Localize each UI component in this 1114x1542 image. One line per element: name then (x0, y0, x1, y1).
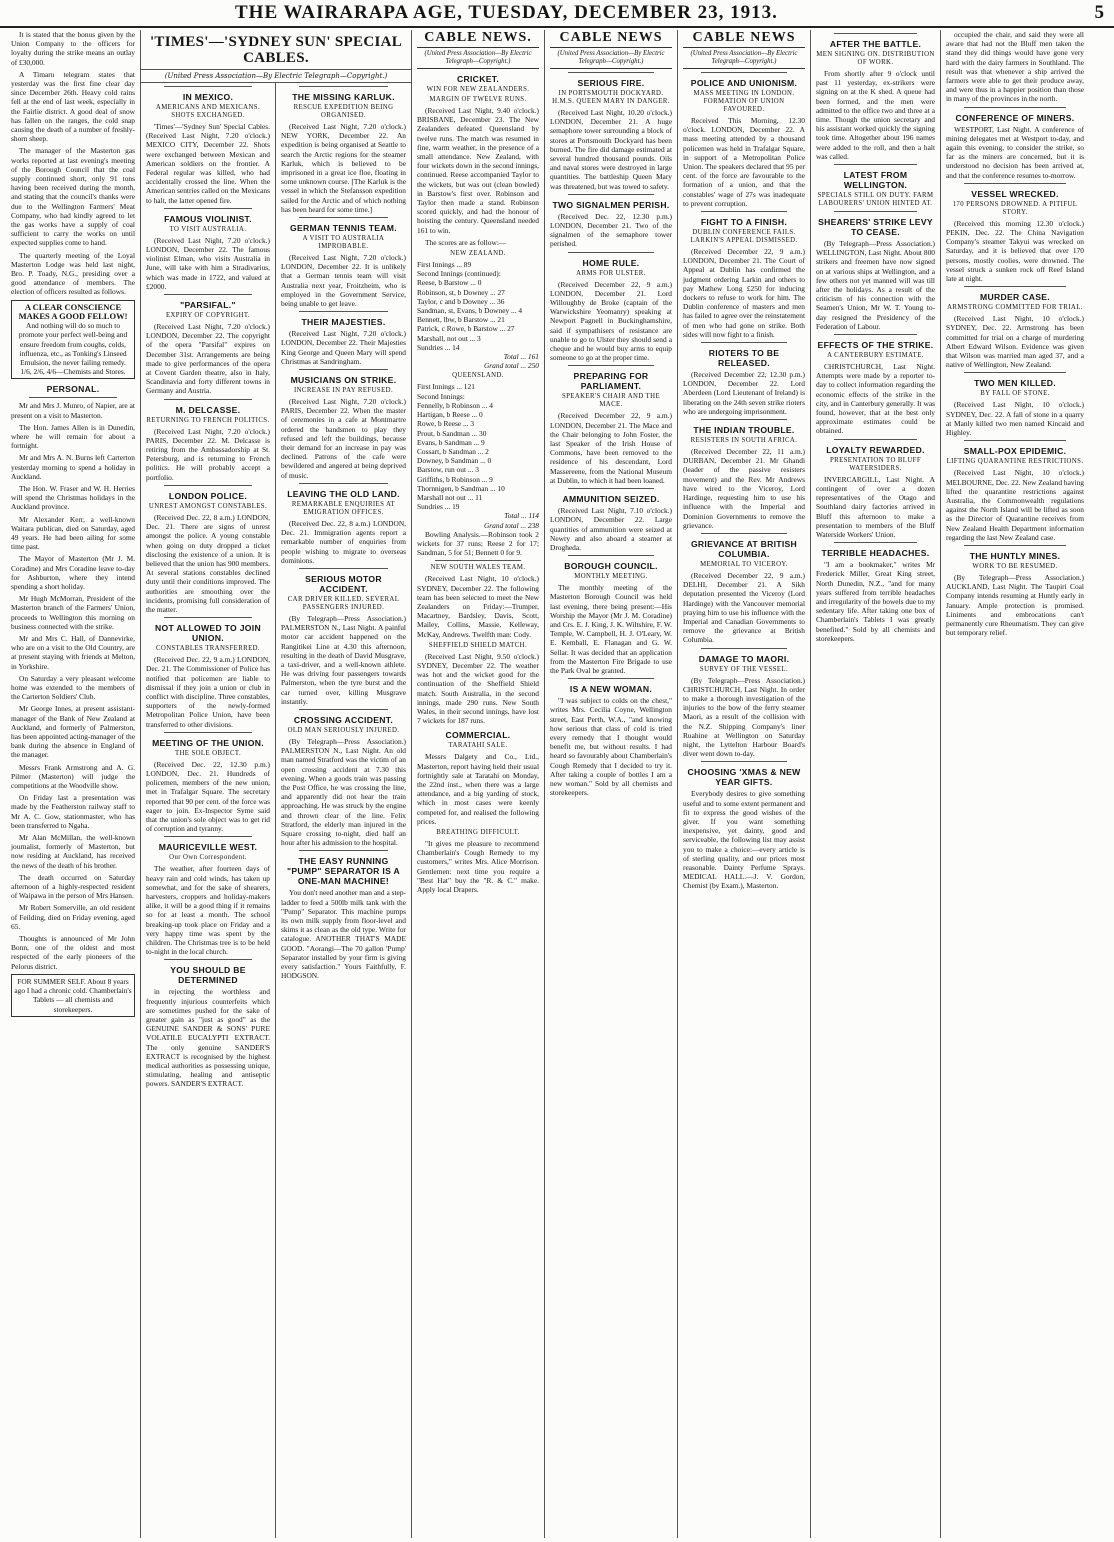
article-subheading: EXPIRY OF COPYRIGHT. (165, 312, 251, 320)
score-row: Fennelly, b Robinson ... 4 (417, 400, 493, 410)
article-heading: MUSICIANS ON STRIKE. (290, 375, 397, 386)
article-heading: THE INDIAN TROUBLE. (693, 425, 795, 436)
score-row: Patrick, c Rowe, b Barstow ... 27 (417, 324, 515, 334)
article-body: (By Telegraph—Press Association.) PALMERSTON N., Last Night. A painful motor car accident happened on the Rangitikei Line at 4.30 this afternoon, resulting in the death of David Musgrave, a taxi-driver, and a well-known athlete. He was driving four passengers towards Palmerston, when the tyre burst and the car turned over, killing Musgrave instantly. (281, 613, 406, 706)
article-body: (By Telegraph—Press Association.) AUCKLAND, Last Night. The Taupiri Coal Company intends resuming at Huntly early in January. Ample protection is promised. Liniments and embrocations can't permanently cure Rheumatism. They can give but temporary relief. (946, 572, 1084, 638)
article-body: (Received December 22, 9 a.m.) DELHI, December 21. A Sikh deputation presented the Viceroy (Lord Hardinge) with the Vancouver memorial praying him to use his influence with the Imperial and Canadian Governments to remove the grievance at British Columbia. (683, 570, 805, 645)
article-heading: THE MISSING KARLUK. (292, 92, 395, 102)
score-row: Downey, b Sandman ... 0 (417, 456, 492, 466)
divider (701, 761, 787, 762)
personal-item: Mr and Mrs C. Hall, of Dannevirke, who are on a visit to the Old Country, are at present staying with friends at Melton, in Yorkshire. (11, 633, 135, 671)
score-table (417, 260, 539, 352)
page-number: 5 (1094, 2, 1104, 23)
article-body: (Received Dec. 22, 8 a.m.) LONDON, Dec. 21. There are signs of unrest amongst the police. A young constable when going on duty dropped a ticket disclosing the existence of a union. It is believed that the union has 900 members. At several stations constables declined duty until their conditions improved. The authorities are smoothing over the incidents, promising full consideration of the matter. (146, 512, 270, 614)
article-heading: POLICE AND UNIONISM. (690, 78, 798, 88)
article-heading: AFTER THE BATTLE. (829, 39, 922, 49)
column-2 (141, 83, 276, 1538)
news-paragraph: The quarterly meeting of the Loyal Masterton Lodge was held last night, Bro. P. Toady, N.G., presiding over a good attendance of members. The election of officers resulted as follows. (11, 250, 135, 297)
personal-item: The death occurred on Saturday afternoon of a highly-respected resident of Waipawa in the person of Mrs Hansen. (11, 872, 135, 901)
article-heading: GERMAN TENNIS TEAM. (290, 223, 397, 234)
divider (164, 294, 252, 295)
article-subheading: RESCUE EXPEDITION BEING ORGANISED. (293, 104, 394, 119)
article-body: (Received Last Night, 7.20 o'clock.) PARIS, December 22. When the master of ceremonies in a cafe at Montmartre ordered the bandsmen to play they refused and left the buildings, because their demand for an increase in pay was declined. Patrons of the cafe were bewildered and angered at being deprived of music. (281, 397, 406, 480)
divider (164, 86, 252, 87)
article-heading: SERIOUS MOTOR ACCIDENT. (305, 573, 382, 594)
news-paragraph: (Received Last Night, 9.50 o'clock.) SYDNEY, December 22. The weather was hot and the wicket good for the continuation of the Sheffield Shield match. South Australia, in the second innings, made 290 runs. New South Wales, in their second innings, have lost 7 wickets for 187 runs. (417, 651, 539, 726)
article-heading: LATEST FROM WELLINGTON. (843, 170, 908, 191)
article-subheading: THE SOLE OBJECT. (174, 749, 242, 757)
news-paragraph: A Timaru telegram states that yesterday was the first fine clear day since December 26th. Heavy cold rains fell at the end of last week, especially in the Fairlie district. A good deal of snow has fallen on the ranges, the cold snap causing the death of a number of freshly-shorn sheep. (11, 69, 135, 144)
score-row: Sandman, st, Evans, b Downey ... 4 (417, 306, 523, 316)
article-heading: FAMOUS VIOLINIST. (164, 213, 252, 224)
times-special-cables (141, 30, 412, 1538)
personal-item: On Friday last a presentation was made by the Featherston railway staff to Mr A. C. Gow, stationmaster, who has been transferred to Ngaha. (11, 793, 135, 830)
score-row: First Innings ... 89 (417, 260, 472, 270)
cable-news-banner: CABLE NEWS. (417, 30, 539, 48)
personal-item: Mr and Mrs J. Munro, of Napier, are at present on a visit to Masterton. (11, 401, 135, 420)
article-heading: PREPARING FOR PARLIAMENT. (573, 371, 649, 392)
personal-item: Messrs Frank Armstrong and A. G. Pilmer (Masterton) will judge the competitions at the Woodville show. (11, 762, 135, 791)
article-subheading: PRESENTATION TO BLUFF WATERSIDERS. (829, 456, 922, 472)
article-heading: DAMAGE TO MAORI. (698, 653, 790, 664)
score-row: Griffiths, b Robinson ... 9 (417, 474, 493, 484)
article-heading: LOYALTY REWARDED. (826, 444, 925, 455)
article-subheading: SPEAKER'S CHAIR AND THE MACE. (561, 393, 661, 409)
article-body: (Received Last Night, 10.20 o'clock.) LONDON, December 21. A huge semaphore tower surrounding a block of stores at Portsmouth Dockyard has been burned. The fire did damage estimated at several hundred thousand pounds. Oils and naval stores were destroyed in large quantities. The battleship Queen Mary was threatened, but was towed to safety. (550, 108, 672, 191)
score-row: Evans, b Sandman ... 9 (417, 437, 485, 447)
article-heading: CHOOSING 'XMAS & NEW YEAR GIFTS. (687, 767, 801, 788)
article-subheading: WORK TO BE RESUMED. (972, 562, 1058, 570)
cable-news-banner: CABLE NEWS (550, 30, 672, 48)
score-row: Sundries ... 19 (417, 502, 460, 512)
article-heading: FIGHT TO A FINISH. (700, 217, 788, 228)
divider (164, 617, 252, 618)
article-body: (Received Last Night, 7.20 o'clock.) LONDON, December 22. The famous violinist Elman, who visits Australia in June, will take with him a Stradivarius, which was made in 1722, and valued at £2000. (146, 235, 270, 291)
divider (568, 72, 654, 73)
advert-title: A CLEAR CONSCIENCE MAKES A GOOD FELLOW! (18, 301, 128, 321)
divider (164, 732, 252, 733)
cable-news-subtitle: (United Press Association—By Electric Telegraph—Copyright.) (683, 50, 805, 69)
article-body: (Received December 22, 12.30 p.m.) LONDON, December 22. Lord Aberdeen (Lord Lieutenant of Ireland) is liberating on the 24th seven strike rioters who are undergoing imprisonment. (683, 370, 805, 416)
section-heading-personal: PERSONAL. (46, 384, 100, 395)
article-heading: CONFERENCE OF MINERS. (955, 112, 1075, 123)
team-heading: QUEENSLAND. (452, 372, 504, 380)
article-subheading: IN PORTSMOUTH DOCKYARD. H.M.S. QUEEN MARY IN DANGER. (552, 90, 670, 105)
article-body: CHRISTCHURCH, Last Night. Attempts were made by a reporter to-day to collect information regarding the economic effects of the strike in the city, and in Canterbury generally. It was found, however, that at the best only approximate estimates could be obtained. (816, 362, 935, 436)
divider (299, 483, 388, 484)
score-row: Barstow, run out ... 3 (417, 465, 479, 475)
divider (964, 286, 1066, 287)
article-body: (Received Last Night, 10 o'clock.) MELBOURNE, Dec. 22. New Zealand having lifted the quarantine restrictions against Australia, the Commonwealth regulations against the North Island will be lifted as soon as the Director of Quarantine receives from New Zealand Health Department information regarding the last New Zealand case. (946, 468, 1084, 542)
section-heading-cricket: CRICKET. (456, 74, 500, 84)
subheading: NEW SOUTH WALES TEAM. (430, 564, 526, 572)
times-banner: 'TIMES'—'SYDNEY SUN' SPECIAL CABLES. (141, 30, 411, 70)
team-heading: NEW ZEALAND. (450, 250, 506, 258)
column-6 (678, 30, 811, 1538)
article-body: (Received Last Night, 10 o'clock.) SYDNEY, Dec. 22. A fall of stone in a quarry at Manly killed two men named Kincaid and Highley. (946, 400, 1084, 438)
personal-item: Mr Robert Somerville, an old resident of Feilding, died on Friday evening, aged 65. (11, 903, 135, 931)
article-body: (Received Last Night, 7.10 o'clock.) LONDON, December 22. Large quantities of ammunition were seized at Newry and also aboard a steamer at Drogheda. (550, 506, 672, 552)
article-subheading: Our Own Correspondent. (169, 854, 247, 862)
article-subheading: TO VISIT AUSTRALIA. (169, 225, 247, 233)
advertisement (11, 300, 135, 380)
article-subheading: MONTHLY MEETING. (574, 573, 648, 581)
score-row: Marshall not out ... 11 (417, 492, 483, 502)
column-3 (276, 83, 411, 1538)
divider (964, 183, 1066, 184)
article-body: (Received Dec. 22, 12.30 p.m.) LONDON, December 21. Two of the signalmen of the semaphore tower perished. (550, 211, 672, 249)
divider (299, 86, 388, 87)
divider (834, 334, 917, 335)
article-heading: MAURICEVILLE WEST. (158, 842, 258, 853)
column-7 (811, 30, 941, 1538)
article-body: (By Telegraph—Press Association.) CHRISTCHURCH, Last Night. In order to make a thorough investigation of the injuries to the bow of the ferry steamer Maori, as a result of the collision with the N.Z. Shipping Company's liner Ruahine at Wellington on Saturday night, the Lyttelton Harbour Board's diver went down to-day. (683, 675, 805, 759)
article-heading: SMALL-POX EPIDEMIC. (963, 446, 1067, 457)
score-grand-total: Grand total ... 238 (483, 520, 539, 530)
divider (964, 372, 1066, 373)
divider (164, 399, 252, 400)
cable-news-banner: CABLE NEWS (683, 30, 805, 48)
divider (568, 194, 654, 195)
score-row: Second Innings: (417, 391, 465, 401)
article-body: (Received Last Night, 10 o'clock.) SYDNEY, Dec. 22. Armstrong has been committed for trial on a charge of murdering Albert Edward Wilson. Evidence was given that Wilson was married man aged 37, and a native of Wellington, New Zealand. (946, 314, 1084, 370)
divider (701, 211, 787, 212)
divider (568, 252, 654, 253)
personal-item: The Mayor of Masterton (Mr J. M. Coradine) and Mrs Coradine leave to-day for Ashburton, where they intend spending a short holiday. (11, 554, 135, 591)
score-grand-total: Grand total ... 250 (483, 361, 539, 371)
score-row: Hartigan, b Reese ... 0 (417, 410, 483, 420)
divider (834, 439, 917, 440)
divider (701, 533, 787, 534)
divider (834, 164, 917, 165)
article-body: The weather, after fourteen days of heavy rain and cold winds, has taken up somewhat, and for the sake of shearers, harvesters, croppers and holiday-makers alike, it will be a good thing if it remains so for at least a month. The school breaking-up took place on Friday and a very happy time was spent by the children. The Christmas tree is to be held to-night in the local church. (146, 864, 270, 957)
column-1 (6, 30, 141, 1538)
personal-item: On Saturday a very pleasant welcome home was extended to the members of the Carterton Soldiers' Club. (11, 673, 135, 702)
article-body: (Received December 22, 9 a.m.) LONDON, December 21. Lord Willoughby de Broke (captain of the Warwickshire Yeomanry) speaking at Newport Pagnell in Buckinghamshire, said if sympathisers of resistance are unable to go to Ulster they should send a cheque and he would buy arms to equip someone to go at the proper time. (550, 279, 672, 363)
article-heading: TWO SIGNALMEN PERISH. (552, 199, 670, 210)
article-subheading: UNREST AMONGST CONSTABLES. (148, 502, 268, 510)
divider (299, 217, 388, 218)
columns (6, 30, 1108, 1538)
article-body: (Received Last Night, 7.20 o'clock.) PARIS, December 22. M. Delcasse is retiring from the Ambassadorship at St. Petersburg, and is returning to French politics. He will probably accept a portfolio. (146, 426, 270, 482)
article-subheading: MEMORIAL TO VICEROY. (700, 560, 788, 568)
article-subheading: A VISIT TO AUSTRALIA IMPROBABLE. (302, 235, 385, 251)
news-paragraph: Bowling Analysis.—Robinson took 2 wickets for 37 runs; Reese 2 for 17; Sandman, 5 for 51; Bennett 0 for 9. (417, 529, 539, 558)
article-heading: M. DELCASSE. (175, 404, 241, 415)
article-heading: TWO MEN KILLED. (974, 378, 1056, 389)
article-subheading: LIFTING QUARANTINE RESTRICTIONS. (946, 458, 1084, 466)
times-banner-subtitle: (United Press Association—By Electric Telegraph—Copyright.) (141, 70, 411, 83)
article-heading: EFFECTS OF THE STRIKE. (817, 340, 934, 351)
divider (164, 959, 252, 960)
score-row: Marshall, not out ... 3 (417, 333, 481, 343)
article-subheading: RETURNING TO FRENCH POLITICS. (146, 416, 270, 424)
article-heading: MURDER CASE. (980, 292, 1050, 303)
article-heading: MEETING OF THE UNION. (152, 737, 264, 748)
divider (964, 545, 1066, 546)
article-body: (By Telegraph—Press Association.) WELLINGTON, Last Night. About 800 strikers and freemen have now signed on at various ships at Wellington, and a few others not yet manned will was till after the holidays. As a result of the criticism of his connection with the Seamen's Union, Mr W. T. Young to-day resigned the Presidency of the Federation of Labour. (816, 239, 935, 331)
divider (435, 560, 521, 561)
article-body: (Received Last Night, 7.20 o'clock.) LONDON, December 22. Their Majesties King George and Queen Mary will spend Christmas at Sandringham. (281, 329, 406, 366)
score-total: Total ... 114 (504, 511, 539, 521)
article-heading: RIOTERS TO BE RELEASED. (708, 348, 780, 369)
article-body: (Received December 22, 11 a.m.) DURBAN, December 21. Mr Ghandi (leader of the passive resisters movement) and the Rev. Mr Andrews have wired to the Viceroy, Lord Hardinge, requesting him to use his influence with the Imperial and Dominion Governments to remove the grievance. (683, 447, 805, 530)
score-row: Robinson, st, b Downey ... 27 (417, 287, 505, 297)
article-subheading: A CANTERBURY ESTIMATE. (827, 352, 924, 360)
score-row: First Innings ... 121 (417, 382, 475, 392)
personal-item: Mr Alexander Kerr, a well-known Waitara publican, died on Saturday, aged 49 years. He had been ailing for some time past. (11, 514, 135, 552)
news-paragraph: The manager of the Masterton gas works reported at last evening's meeting of the Borough Council that the coal supply continued short, only 91 tons having been received during the month, and stating that the council's thanks were due to the Wellington Farmers' Meat Company, who had kindly agreed to let the gas works have a supply of coal sufficient to carry the works on until expected supplies come to hand. (11, 146, 135, 248)
article-subheading: MASS MEETING IN LONDON. FORMATION OF UNION FAVOURED. (693, 90, 795, 113)
article-subheading: MEN SIGNING ON. DISTRIBUTION OF WORK. (816, 51, 935, 66)
article-heading: THEIR MAJESTIES. (301, 317, 386, 328)
divider (834, 211, 917, 212)
article-body: The monthly meeting of the Masterton Borough Council was held last evening, there being present:—His Worship the Mayor (Mr J. M. Coradine) and Crs. E. J. King, J. K. Wiltshire, F. W. Temple, W. Campbell, H. J. O'Leary, W. E. Kemball, E. Flanagan and G. W. Sellar. It was decided that an application from the Masterton Fire Brigade to use the Park Oval be granted. (550, 583, 672, 675)
article-body: WESTPORT, Last Night. A conference of mining delegates met at Westport to-day, and again this evening, to consider the strike, so far as the miners are concerned, but it is understood no decision has been arrived at, and that the conference resumes to-morrow. (946, 124, 1084, 180)
personal-item: The Hon. James Allen is in Dunedin, where he will remain for about a fortnight. (11, 422, 135, 451)
news-paragraph: Messrs Dalgety and Co., Ltd., Masterton, report having held their usual fortnightly sale at Taratahi on Monday, the 22nd inst., when there was a large attendance, and a big yarding of stock, which in most cases were keenly competed for, and realised the following prices. (417, 752, 539, 826)
divider (964, 107, 1066, 108)
news-paragraph: The scores are as follow:— (425, 237, 507, 247)
advert-price: 1/6, 2/6, 4/6—Chemists and Stores. (20, 367, 126, 377)
personal-item: Mr George Innes, at present assistant-manager of the Bank of New Zealand at Auckland, and formerly of Palmerston, has been appointed acting-manager of the bank during the absence in England of the manager. (11, 704, 135, 760)
score-row: Rowe, b Reese ... 3 (417, 419, 475, 429)
cable-news-subtitle: (United Press Association—By Electric Telegraph—Copyright.) (550, 50, 672, 69)
article-subheading: 170 PERSONS DROWNED. A PITIFUL STORY. (952, 200, 1078, 216)
article-heading: CROSSING ACCIDENT. (293, 714, 394, 725)
article-subheading: RESISTERS IN SOUTH AFRICA. (690, 437, 798, 445)
personal-list (11, 401, 135, 971)
article-body: (Received Dec. 22, 9 a.m.) LONDON, Dec. 21. The Commissioner of Police has notified that policemen are liable to dismissal if they join a union or club in conflict with discipline. Three constables, supporters of the newly-formed Metropolitan Police Union, have been transferred to other divisions. (146, 655, 270, 729)
score-total: Total ... 161 (503, 352, 539, 362)
article-body: in rejecting the worthless and frequently injurious counterfeits which are sometimes pushed for the sake of greater gain as "just as good" as the GENUINE SANDER & SONS' PURE VOLATILE EUCALYPTI EXTRACT. The only genuine SANDER'S EXTRACT is recognised by the highest medical authorities as possessing unique, stimulating, healing and antiseptic powers. SANDER'S EXTRACT. (146, 987, 270, 1089)
news-paragraph: (Received Last Night, 10 o'clock.) SYDNEY, December 22. The following team has been selected to meet the New Zealanders on Friday:—Trumper, Macartney, Bardsley, Davis, Scott, Mailey, Collins, Massie, Kelleway, McKay, Andrews. Twelfth man: Cody. (417, 574, 539, 639)
personal-item: Mr Alan McMillan, the well-known journalist, formerly of Masterton, but now residing at Auckland, has received the news of the death of his brother. (11, 833, 135, 870)
divider (568, 678, 654, 679)
article-heading: IN MEXICO. (182, 92, 234, 102)
article-body: (Received Dec. 22, 8 a.m.) LONDON, Dec. 21. Immigration agents report a remarkable number of enquiries from people wishing to migrate to overseas dominions. (281, 518, 406, 565)
article-heading: LEAVING THE OLD LAND. (287, 488, 400, 499)
article-list (946, 107, 1084, 638)
news-paragraph: "It gives me pleasure to recommend Chamberlain's Cough Remedy to my customers," writes Mrs. Alice Morrison. Gentlemen: next time you require a "Best Hat" buy the "R. & C." make. Apply local Drapers. (417, 839, 539, 895)
subheading: WIN FOR NEW ZEALANDERS. (426, 86, 530, 93)
divider (299, 568, 388, 569)
article-heading: BOROUGH COUNCIL. (564, 561, 658, 572)
masthead-title: THE WAIRARAPA AGE, TUESDAY, DECEMBER 23, 1913. (235, 2, 778, 23)
divider (701, 648, 787, 649)
personal-item: The Hon. W. Fraser and W. H. Herries will spend the Christmas holidays in the Auckland province. (11, 483, 135, 512)
article-body: Received This Morning, 12.30 o'clock. LONDON, December 22. A mass meeting attended by a thousand policemen was held in Trafalgar Square, in support of a Metropolitan Police Union. The speakers declared that 95 per cent. of the force are favourable to the formation of a union, and that the constables' wage of 27s was inadequate to prevent corruption. (683, 116, 805, 208)
divider (299, 369, 388, 370)
article-subheading: OLD MAN SERIOUSLY INJURED. (287, 726, 400, 734)
divider (299, 709, 388, 710)
score-row: Reese, b Barstow ... 0 (417, 278, 482, 288)
article-heading: GRIEVANCE AT BRITISH COLUMBIA. (690, 538, 798, 559)
article-subheading: SURVEY OF THE VESSEL. (699, 665, 789, 673)
score-row: Bennett, lbw, b Barstow ... 21 (417, 315, 505, 325)
news-paragraph: (Received Last Night, 9.40 o'clock.) BRISBANE, December 23. The New Zealanders defeated Queensland by twelve runs. The match was resumed in fine, warm weather, in the presence of a small attendance. New Zealand, with four wickets down in the second innings, continued. Reese accompanied Taylor to the wickets, but was out (clean bowled) in Barstow's first over. Robinson and Taylor then made a stand. Robinson scored quickly, and had the honour of hoisting the century. Queensland needed 161 to win. (417, 106, 539, 235)
article-subheading: DUBLIN CONFERENCE FAILS. LARKIN'S APPEAL DISMISSED. (690, 229, 798, 245)
divider (164, 208, 252, 209)
divider (964, 440, 1066, 441)
article-list (550, 72, 672, 797)
cable-news-subtitle: (United Press Association—By Electric Telegraph—Copyright.) (417, 50, 539, 69)
score-row: Thornnigen, b Sandman ... 10 (417, 483, 505, 493)
score-row: Sundries ... 14 (417, 342, 460, 352)
article-body: (Received December 22, 9 a.m.) LONDON, December 21. The Court of Appeal at Dublin has confirmed the judgment ordering Larkin and others to pay Mathew Long £250 for inducing dockers to refuse to work for him. The Dublin conference of masters and men has failed to agree over the reinstatement of men who had gone on strike. Both sides will now fight to a finish. (683, 247, 805, 339)
article-heading: "PARSIFAL." (180, 300, 236, 311)
article-subheading: CAR DRIVER KILLED. SEVERAL PASSENGERS INJURED. (287, 595, 400, 611)
section-heading-commercial: COMMERCIAL. (445, 730, 511, 741)
news-paragraph: occupied the chair, and said they were all aware that had not the Bluff men taken the stand they did things would have gone very hard with the dairy farmers in Southland. The result was that whenever a ship arrived the farmers were able to get their produce away, and were thus in a happier position than those in many of the provinces in the north. (946, 30, 1084, 104)
article-subheading: CONSTABLES TRANSFERRED. (155, 645, 261, 653)
masthead (0, 0, 1114, 28)
article-heading: SHEARERS' STRIKE LEVY TO CEASE. (818, 217, 933, 238)
article-body: (Received this morning 12.30 o'clock.) PEKIN, Dec. 22. The China Navigation Company's steamer Takyui was wrecked on Saturday, and it is believed that over 170 persons, mostly coolies, were drowned. The vessel struck a sunken rock off Reef Island late at night. (946, 218, 1084, 284)
score-row: Second Innings (continued): (417, 269, 501, 279)
article-heading: TERRIBLE HEADACHES. (821, 548, 930, 559)
article-subheading: ARMSTRONG COMMITTED FOR TRIAL. (947, 304, 1083, 312)
article-body: You don't need another man and a step-ladder to feed a 500lb milk tank with the "Pump" Separator. This machine pumps its own milk supply from floor-level and skims it as clean as the old type. Write for catalogue. ANOTHER THAT'S MADE GOOD. "Aorangi—The 70 gallon 'Pump' Separator installed by your firm is giving every satisfaction." Yours Faithfully, F. HODGSON. (281, 888, 406, 981)
subheading: MARGIN OF TWELVE RUNS. (429, 96, 527, 103)
score-table (417, 382, 539, 511)
article-heading: THE HUNTLY MINES. (969, 550, 1061, 561)
article-body: (Received Last Night, 7.20 o'clock.) LONDON, December 22. It is unlikely that a German tennis team will visit Australia next year, Froitzheim, who is employed in the Government Service, being unable to get leave. (281, 253, 406, 309)
divider (29, 397, 117, 398)
divider (701, 72, 787, 73)
advertisement: FOR SUMMER SELF. About 8 years ago I had a chronic cold. Chamberlain's Tablets — all chemists and storekeepers. (11, 974, 135, 1017)
article-subheading: BY FALL OF STONE. (980, 390, 1050, 398)
score-row: Taylor, c and b Downey ... 36 (417, 296, 505, 306)
article-heading: AMMUNITION SEIZED. (562, 494, 660, 505)
article-body: "I was subject to colds on the chest," writes Mrs. Cecilia Coyne, Wellington street, East Perth, W.A., "and knowing how serious that class of cold is tried every remedy that I thought would benefit me, but without results. I had heard so favourably about Chamberlain's Cough Remedy that I decided to try it. After taking a couple of bottles I am a new woman." Sold by all chemists and storekeepers. (550, 696, 672, 798)
article-heading: IS A NEW WOMAN. (569, 684, 653, 695)
article-subheading: AMERICANS AND MEXICANS. SHOTS EXCHANGED. (155, 104, 261, 119)
article-list (683, 72, 805, 891)
personal-item: Thoughts is announced of Mr John Bonn, one of the oldest and most respected of the early pioneers of the Pelorus district. (11, 934, 135, 971)
advert-body: And nothing will do so much to promote your perfect well-being and ensure freedom from coughs, colds, influenza, etc., as Tonking's Linseed Emulsion, the never failing remedy. (18, 321, 128, 367)
divider (568, 365, 654, 366)
article-heading: NOT ALLOWED TO JOIN UNION. (155, 623, 261, 644)
article-heading: THE EASY RUNNING "PUMP" SEPARATOR IS A ONE-MAN MACHINE! (287, 856, 400, 887)
article-heading: HOME RULE. (582, 257, 640, 268)
article-heading: VESSEL WRECKED. (971, 188, 1059, 199)
divider (834, 33, 917, 34)
news-paragraph: It is stated that the bonus given by the Union Company to the officers for loyalty during the strike means an outlay of £30,000. (11, 30, 135, 67)
article-subheading: SPECIALS STILL ON DUTY. FARM LABOURERS' UNION HINTED AT. (817, 192, 934, 208)
article-body: (Received Dec. 22, 12.30 p.m.) LONDON, Dec. 21. Hundreds of policemen, members of the new union, met in Trafalgar Square. The secretary reported that 90 per cent. of the force was eager to join. Ex-Inspector Syme said that the union's sole object was to get rid of corruption and tyranny. (146, 759, 270, 834)
article-heading: SERIOUS FIRE. (577, 78, 645, 88)
divider (834, 542, 917, 543)
article-body: "I am a bookmaker," writes Mr Frederick Miller, Great King street, North Dunedin, N.Z., "and for many years suffered from terrible headaches and irregularity of the bowels due to my sedentary life. After taking one box of Chamberlain's Tablets I was greatly benefited." Sold by all chemists and storekeepers. (816, 560, 935, 643)
divider (164, 485, 252, 486)
divider (164, 836, 252, 837)
article-body: From shortly after 9 o'clock until past 11 yesterday, ex-strikers were signing on at the K shed. A queue had been formed, and the men were admitted to the office two and three at a time. Though the union secretary and his assistant worked quickly the signing took time. Altogether about 196 names were added to the roll, and then a halt was called. (816, 69, 935, 161)
divider (299, 850, 388, 851)
column-8 (941, 30, 1089, 1538)
divider (568, 555, 654, 556)
article-body: Everybody desires to give something useful and to some extent permanent and fit to express the good wishes of the giver. If you want something inexpensive, yet dainty, good and serviceable, the following list may assist you to make a choice:—every article is of sterling quality, and our prices most reasonable. Dainty Perfume Sprays. MEDICAL HALL.—J. V. Gordon, Chemist (by Exam.), Masterton. (683, 789, 805, 891)
article-subheading: REMARKABLE ENQUIRIES AT EMIGRATION OFFICES. (291, 500, 396, 516)
score-row: Cossart, b Sandman ... 2 (417, 446, 489, 456)
personal-item: Mr and Mrs A. N. Burns left Carterton yesterday morning to spend a holiday in Auckland. (11, 453, 135, 481)
article-body: (Received December 22, 9 a.m.) LONDON, December 21. The Mace and the Chair belonging to John Foster, the last Speaker of the Irish House of Commons, have been removed to the residence of his descendant, Lord Massereene, from the National Museum at Dublin, to which it had been loaned. (550, 411, 672, 485)
divider (568, 488, 654, 489)
divider (701, 419, 787, 420)
article-body: (Received Last Night, 7.20 o'clock.) NEW YORK, December 22. An expedition is being organised at Seattle to search the Arctic regions for the steamer Karluk, which is believed to be imprisoned in a great ice floe, floating in some unknown course. [The Karluk is the vessel in which the Stefansson expedition sailed for the Arctic and of which nothing has been heard for some time.] (281, 122, 406, 214)
article-heading: YOU SHOULD BE DETERMINED (170, 965, 246, 986)
divider (299, 311, 388, 312)
article-subheading: ARMS FOR ULSTER. (576, 269, 646, 277)
article-body: 'Times'—'Sydney Sun' Special Cables. (Received Last Night, 7.20 o'clock.) MEXICO CITY, December 22. Shots were exchanged between Mexican and American soldiers on the frontier. A Federal regular was killed, who had accidentally crossed the line. When the American sentries called on the Mexicans to halt, the latter opened fire. (146, 122, 270, 205)
subheading: BREATHING DIFFICULT. (436, 829, 520, 837)
column-4 (412, 30, 545, 1538)
article-body: (By Telegraph—Press Association.) PALMERSTON N., Last Night. An old man named Stratford was the victim of an open crossing accident at 7.30 this evening. When a goods train was passing the Post Office, he was crossing the line, and apparently did not hear the train approaching. He was struck by the engine and thrown clear of the line. Felix Stratford, the elderly man injured in the Square crossing to-night, died half an hour after his admission to the hospital. (281, 736, 406, 848)
subheading: TARATAHI SALE. (448, 742, 508, 750)
article-body: (Received Last Night, 7.20 o'clock.) LONDON, December 22. The copyright of the opera "Parsifal" expires on December 31st. Arrangements are being made to give performances of the opera at Covent Garden theatre, also in Italy, Scandinavia and forty different towns in Germany and Austria. (146, 322, 270, 396)
divider (701, 342, 787, 343)
column-5 (545, 30, 678, 1538)
personal-item: Mr Hugh McMorran, President of the Masterton branch of the Farmers' Union, proceeds to Wellington this morning on business connected with the strike. (11, 594, 135, 631)
subheading: SHEFFIELD SHIELD MATCH. (428, 641, 528, 649)
article-body: INVERCARGILL, Last Night. A contingent of over a dozen representatives of the Otago and Southland dairy factories arrived in Bluff this afternoon to make a presentation to members of the Bluff Waterside Workers' Union. (816, 474, 935, 539)
score-row: Prout, b Sandman ... 30 (417, 428, 487, 438)
article-subheading: INCREASE IN PAY REFUSED. (293, 387, 394, 395)
article-heading: LONDON POLICE. (168, 490, 248, 501)
